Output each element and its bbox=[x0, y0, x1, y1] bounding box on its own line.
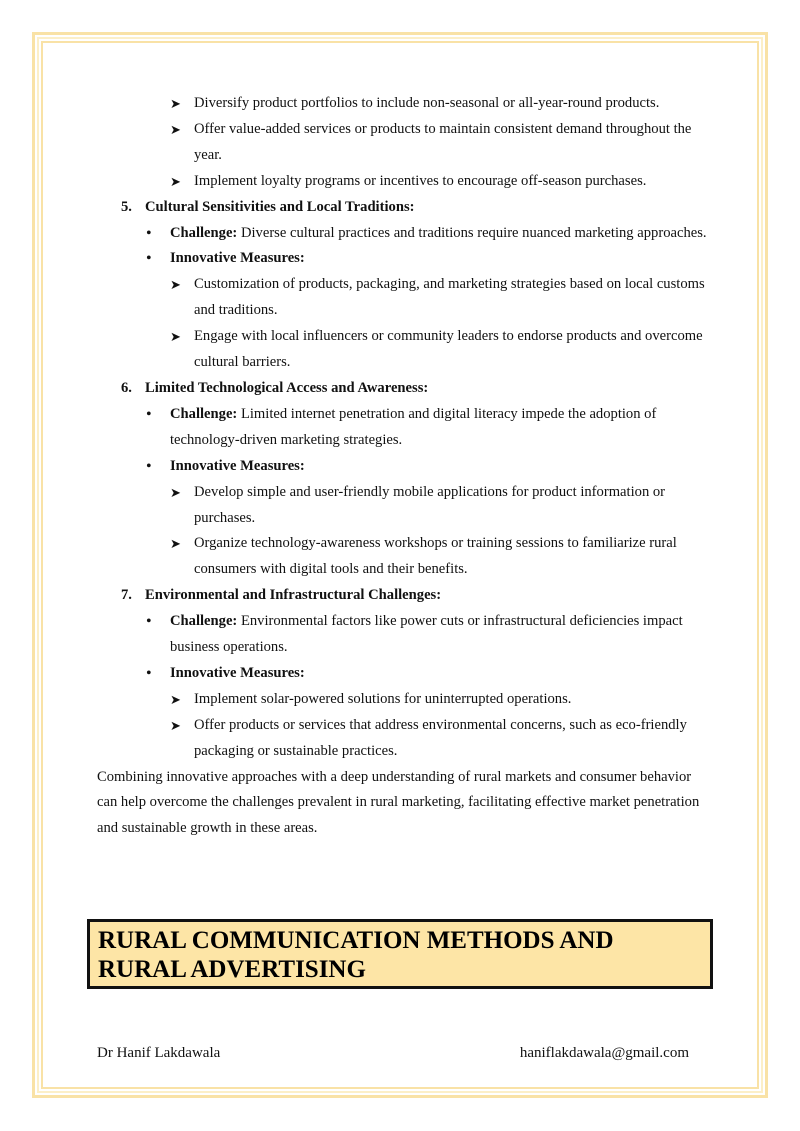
measures-item bbox=[97, 246, 707, 272]
item-text: Customization of products, packaging, and marketing strategies based on local customs and traditions. bbox=[194, 276, 705, 319]
item-text: Organize technology-awareness workshops or training sessions to familiarize rural consumers with digital tools and their benefits. bbox=[194, 535, 677, 578]
measures-item bbox=[97, 454, 707, 480]
measures-label: Innovative Measures: bbox=[170, 457, 305, 474]
bullet-icon: • bbox=[146, 405, 152, 423]
footer-email: haniflakdawala@gmail.com bbox=[519, 1045, 689, 1061]
section-number: 5. bbox=[121, 198, 132, 215]
section-title: Cultural Sensitivities and Local Traditions: bbox=[145, 198, 415, 215]
numbered-section bbox=[97, 195, 707, 221]
item-text: Implement loyalty programs or incentives to encourage off-season purchases. bbox=[194, 172, 647, 189]
challenge-label: Challenge: bbox=[170, 613, 238, 630]
arrow-bullet-icon: ➤ bbox=[170, 536, 181, 552]
list-item bbox=[97, 713, 707, 765]
challenge-label: Challenge: bbox=[170, 224, 238, 241]
arrow-bullet-icon: ➤ bbox=[170, 121, 181, 137]
challenge-label: Challenge: bbox=[170, 405, 238, 422]
arrow-bullet-icon: ➤ bbox=[170, 717, 181, 733]
footer-author: Dr Hanif Lakdawala bbox=[97, 1045, 221, 1061]
measures-label: Innovative Measures: bbox=[170, 250, 305, 267]
challenge-text: Environmental factors like power cuts or infrastructural deficiencies impact business operations. bbox=[170, 613, 683, 656]
list-item bbox=[97, 169, 707, 195]
bullet-icon: • bbox=[146, 457, 152, 475]
item-text: Offer value-added services or products to maintain consistent demand throughout the year. bbox=[194, 120, 692, 163]
bullet-icon: • bbox=[146, 250, 152, 268]
list-item bbox=[97, 117, 707, 169]
page-content bbox=[97, 91, 707, 842]
arrow-bullet-icon: ➤ bbox=[170, 277, 181, 293]
bullet-icon: • bbox=[146, 664, 152, 682]
numbered-section bbox=[97, 583, 707, 609]
challenge-text: Diverse cultural practices and traditions require nuanced marketing approaches. bbox=[240, 224, 707, 241]
item-text: Offer products or services that address environmental concerns, such as eco-friendly packaging or sustainable practices. bbox=[194, 716, 687, 759]
arrow-bullet-icon: ➤ bbox=[170, 329, 181, 345]
section-heading: RURAL COMMUNICATION METHODS AND RURAL ADVERTISING bbox=[87, 919, 713, 989]
numbered-section bbox=[97, 376, 707, 402]
section-title: Environmental and Infrastructural Challenges: bbox=[145, 587, 442, 604]
bullet-icon: • bbox=[146, 224, 152, 242]
list-item bbox=[97, 687, 707, 713]
section-number: 6. bbox=[121, 379, 132, 396]
bullet-icon: • bbox=[146, 613, 152, 631]
item-text: Diversify product portfolios to include non-seasonal or all-year-round products. bbox=[194, 95, 660, 111]
challenge-text: Limited internet penetration and digital literacy impede the adoption of technology-driven marketing strategies. bbox=[170, 405, 657, 448]
conclusion-paragraph: Combining innovative approaches with a deep understanding of rural markets and consumer behavior can help overcome the challenges prevalent in rural marketing, facilitating effective market penetration and sustainable growth in these areas. bbox=[97, 768, 700, 837]
challenge-item bbox=[97, 402, 707, 454]
arrow-bullet-icon: ➤ bbox=[170, 691, 181, 707]
section-number: 7. bbox=[121, 587, 132, 604]
arrow-bullet-icon: ➤ bbox=[170, 173, 181, 189]
list-item bbox=[97, 272, 707, 324]
measures-item bbox=[97, 661, 707, 687]
measures-label: Innovative Measures: bbox=[170, 664, 305, 681]
item-text: Develop simple and user-friendly mobile applications for product information or purchases. bbox=[194, 483, 666, 526]
list-item bbox=[97, 324, 707, 376]
list-item bbox=[97, 531, 707, 583]
challenge-item bbox=[97, 221, 707, 247]
list-item bbox=[97, 480, 707, 532]
item-text: Engage with local influencers or community leaders to endorse products and overcome cultural barriers. bbox=[194, 328, 703, 371]
list-item bbox=[97, 91, 707, 117]
section-title: Limited Technological Access and Awareness: bbox=[145, 379, 429, 396]
challenge-item bbox=[97, 609, 707, 661]
arrow-bullet-icon: ➤ bbox=[170, 96, 181, 111]
item-text: Implement solar-powered solutions for uninterrupted operations. bbox=[194, 690, 572, 707]
arrow-bullet-icon: ➤ bbox=[170, 484, 181, 500]
